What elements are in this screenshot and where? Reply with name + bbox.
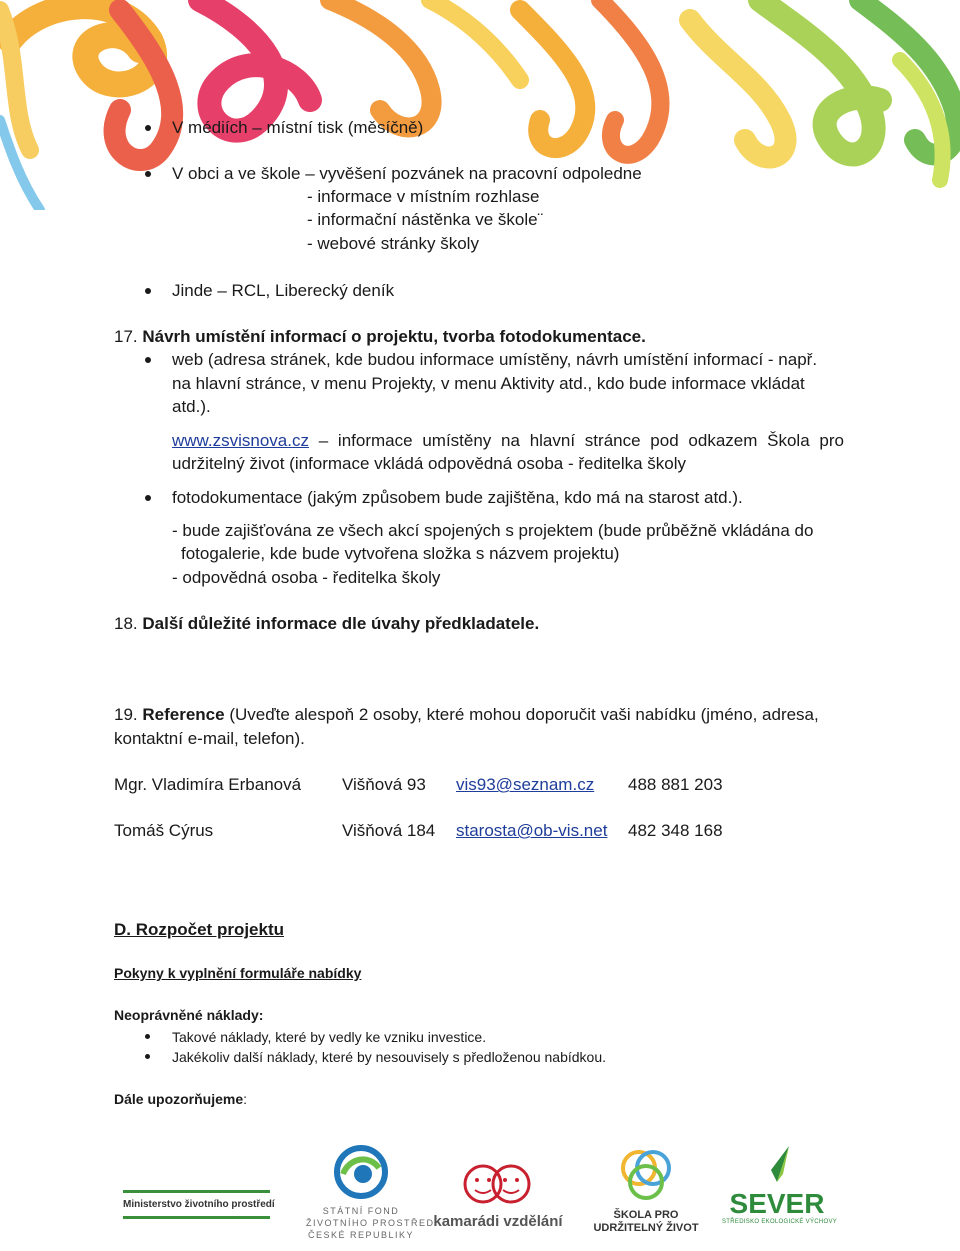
school-sub-item: - informační nástěnka ve škole¨ — [307, 210, 544, 229]
sever-logo-text: SEVER — [729, 1188, 825, 1219]
ineligible-heading: Neoprávněné náklady: — [114, 1007, 264, 1023]
bullet-dot — [145, 125, 151, 131]
school-sub-item: - informace v místním rozhlase — [307, 187, 540, 206]
notice-bold-text: Dále upozorňujeme — [114, 1091, 244, 1107]
kamaradi-logo-text: kamarádi vzdělání — [433, 1213, 563, 1230]
state-fund-emblem-icon — [333, 1144, 389, 1200]
bullet-dot — [145, 1034, 150, 1039]
bullet-dot — [145, 288, 151, 294]
reference-email-link[interactable]: vis93@seznam.cz — [456, 775, 595, 794]
photo-detail-line: - odpovědná osoba - ředitelka školy — [172, 568, 441, 587]
state-fund-logo — [306, 1144, 439, 1241]
section-title: Reference — [142, 705, 225, 724]
skola-logo-line: ŠKOLA PRO — [613, 1209, 679, 1221]
kamaradi-faces-icon — [453, 1160, 543, 1208]
section-number: 19. — [114, 705, 138, 724]
reference-email-link[interactable]: starosta@ob-vis.net — [456, 821, 608, 840]
section-18-heading — [114, 612, 539, 635]
photo-detail-line: fotogalerie, kde bude vytvořena složka s názvem projektu) — [181, 544, 620, 563]
skola-rings-icon — [615, 1146, 677, 1204]
kamaradi-logo — [422, 1160, 574, 1230]
website-desc-text: – informace umístěny na hlavní stránce pod odkazem Škola pro — [318, 431, 844, 450]
web-bullet-line: web (adresa stránek, kde budou informace umístěny, návrh umístění informací - např. — [172, 350, 818, 369]
photo-bullet-text: fotodokumentace (jakým způsobem bude zajištěna, kdo má na starost atd.). — [172, 488, 743, 507]
section-title: Další důležité informace dle úvahy předkladatele. — [142, 614, 540, 633]
section-19-heading — [114, 703, 819, 726]
web-bullet-line: na hlavní stránce, v menu Projekty, v menu Aktivity atd., kdo bude informace vkládat — [172, 374, 805, 393]
sever-leaf-icon — [747, 1144, 807, 1184]
reference-name: Tomáš Cýrus — [114, 821, 214, 840]
state-fund-line: STÁTNÍ FOND — [322, 1206, 400, 1216]
bullet-elsewhere-text: Jinde – RCL, Liberecký deník — [172, 281, 395, 300]
section-17-heading — [114, 325, 646, 348]
section-desc: (Uveďte alespoň 2 osoby, které mohou doporučit vaši nabídku (jméno, adresa, — [229, 705, 819, 724]
state-fund-line: ČESKÉ REPUBLIKY — [307, 1230, 415, 1240]
ministry-logo-text: Ministerstvo životního prostředí — [123, 1199, 275, 1210]
bullet-media-text: V médiích – místní tisk (měsíčně) — [172, 118, 424, 137]
photo-detail-line: - bude zajišťována ze všech akcí spojených s projektem (bude průběžně vkládána do — [172, 521, 814, 540]
sever-logo-subtitle: STŘEDISKO EKOLOGICKÉ VÝCHOVY — [722, 1219, 838, 1225]
bullet-dot — [145, 1054, 150, 1059]
ineligible-item: Takové náklady, které by vedly ke vzniku investice. — [172, 1029, 487, 1045]
reference-phone: 488 881 203 — [628, 775, 723, 794]
sever-logo — [722, 1144, 838, 1225]
website-link[interactable]: www.zsvisnova.cz — [172, 431, 309, 450]
section-d-title: D. Rozpočet projektu — [114, 920, 285, 939]
section-number: 17. — [114, 327, 138, 346]
web-bullet-line: atd.). — [172, 397, 211, 416]
reference-phone: 482 348 168 — [628, 821, 723, 840]
bullet-dot — [145, 171, 151, 177]
bullet-dot — [145, 357, 151, 363]
ministry-logo — [123, 1190, 275, 1219]
reference-address: Višňová 93 — [342, 775, 426, 794]
reference-address: Višňová 184 — [342, 821, 436, 840]
skola-logo-line: UDRŽITELNÝ ŽIVOT — [593, 1222, 699, 1234]
ineligible-item: Jakékoliv další náklady, které by nesouvisely s předloženou nabídkou. — [172, 1049, 606, 1065]
skola-logo — [584, 1146, 708, 1235]
notice-colon: : — [243, 1091, 248, 1107]
section-number: 18. — [114, 614, 138, 633]
footer-logos — [110, 1140, 850, 1245]
website-desc-line: udržitelný život (informace vkládá odpovědná osoba - ředitelka školy — [172, 454, 687, 473]
instructions-heading: Pokyny k vyplnění formuláře nabídky — [114, 965, 362, 981]
bullet-school-text: V obci a ve škole – vyvěšení pozvánek na pracovní odpoledne — [172, 164, 642, 183]
reference-name: Mgr. Vladimíra Erbanová — [114, 775, 302, 794]
website-description — [172, 429, 844, 452]
section-19-desc-line: kontaktní e-mail, telefon). — [114, 729, 305, 748]
school-sub-item: - webové stránky školy — [307, 234, 479, 253]
state-fund-line: ŽIVOTNÍHO PROSTŘEDÍ — [306, 1218, 439, 1228]
bullet-dot — [145, 495, 151, 501]
section-title: Návrh umístění informací o projektu, tvorba fotodokumentace. — [142, 327, 646, 346]
notice-heading — [114, 1089, 247, 1109]
